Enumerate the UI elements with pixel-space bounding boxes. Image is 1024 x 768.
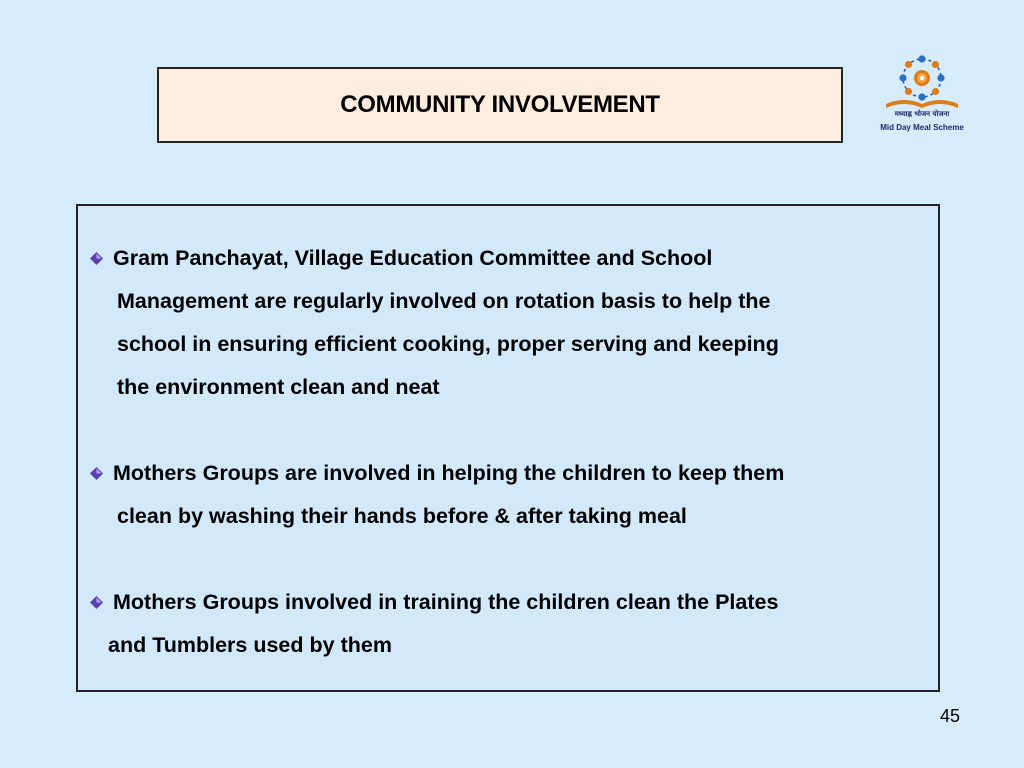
content-box [76, 204, 940, 692]
bullet-3-line-2: and Tumblers used by them [108, 633, 392, 657]
slide-title: COMMUNITY INVOLVEMENT [340, 91, 660, 118]
bullet-2-line-1: Mothers Groups are involved in helping the children to keep them [113, 461, 785, 485]
title-box [157, 67, 843, 143]
logo-caption-hindi: मध्याह्न भोजन योजना [894, 110, 950, 118]
mid-day-meal-logo [872, 50, 972, 138]
diamond-bullet-icon [90, 252, 103, 265]
mid-day-meal-scheme-logo-icon [872, 50, 972, 110]
bullet-1-line-1: Gram Panchayat, Village Education Committee and School [113, 246, 713, 270]
bullet-1-line-3: school in ensuring efficient cooking, proper serving and keeping [117, 332, 779, 356]
bullet-1-line-2: Management are regularly involved on rotation basis to help the [117, 289, 771, 313]
logo-caption-english: Mid Day Meal Scheme [880, 123, 964, 132]
page-number: 45 [939, 706, 961, 726]
diamond-bullet-icon [90, 467, 103, 480]
bullet-3-line-1: Mothers Groups involved in training the children clean the Plates [113, 590, 779, 614]
diamond-bullet-icon [90, 596, 103, 609]
bullet-2-line-2: clean by washing their hands before & after taking meal [117, 504, 687, 528]
bullet-1-line-4: the environment clean and neat [117, 375, 440, 399]
